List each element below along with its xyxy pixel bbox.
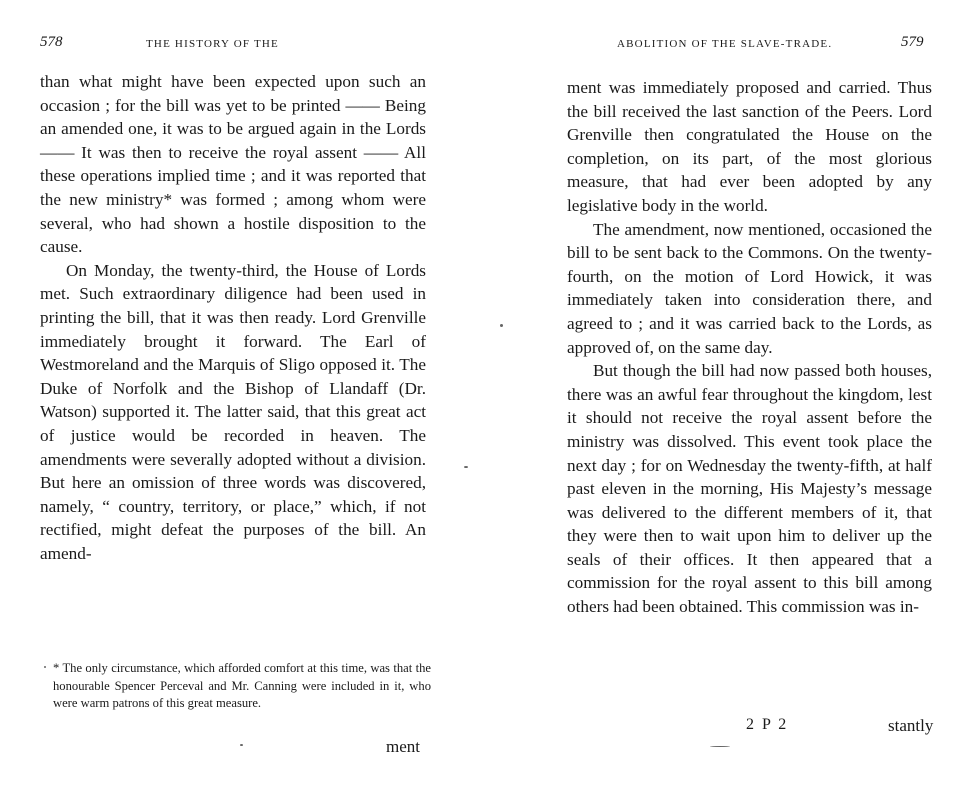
right-page-number: 579 bbox=[901, 34, 924, 50]
right-running-head: ABOLITION OF THE SLAVE-TRADE. bbox=[617, 38, 833, 50]
left-paragraph: than what might have been expected upon such an occasion ; for the bill was yet to be printed —— Being an amended one, it was to be argued again in the Lords —— It was then to receive the royal assent —— All these operations implied time ; and it was reported that the new ministry* was formed ; among whom were several, who had shown a hostile disposition to the cause. bbox=[40, 72, 426, 257]
ink-speck bbox=[240, 744, 243, 746]
left-page bbox=[0, 0, 470, 786]
right-catchword: stantly bbox=[888, 716, 934, 735]
left-page-number: 578 bbox=[40, 34, 63, 50]
left-footnote: * The only circumstance, which afforded comfort at this time, was that the honourable Spencer Perceval and Mr. Canning were included in it, who were warm patrons of this great measure. bbox=[53, 661, 431, 711]
left-body-text bbox=[40, 70, 426, 565]
right-paragraph: But though the bill had now passed both houses, there was an awful fear throughout the kingdom, lest it should not receive the royal assent before the ministry was dissolved. This event took place the next day ; for on Wednesday the twenty-fifth, at half past eleven in the morning, His Majesty’s message was delivered to the different members of it, that they were then to wait upon him to deliver up the seals of their offices. It then appeared that a commission for the royal assent to this bill among others had been obtained. This commission was in- bbox=[567, 361, 932, 617]
right-body-text bbox=[567, 76, 932, 619]
left-running-head: THE HISTORY OF THE bbox=[146, 38, 279, 50]
ink-speck bbox=[710, 746, 730, 747]
right-paragraph: The amendment, now mentioned, occasioned the bill to be sent back to the Commons. On the twenty-fourth, on the motion of Lord Howick, it was immediately taken into consideration there, and agreed to ; and it was carried back to the Lords, as approved of, on the same day. bbox=[567, 219, 932, 357]
ink-speck bbox=[44, 666, 46, 668]
left-paragraph: On Monday, the twenty-third, the House of Lords met. Such extraordinary diligence had been used in printing the bill, that it was then ready. Lord Grenville immediately brought it forward. The Earl of Westmoreland and the Marquis of Sligo opposed it. The Duke of Norfolk and the Bishop of Llandaff (Dr. Watson) supported it. The latter said, that this great act of justice would be recorded in heaven. The amendments were severally adopted without a division. But here an omission of three words was discovered, namely, “ country, territory, or place,” which, if not rectified, might defeat the purposes of the bill. An amend- bbox=[40, 260, 426, 563]
signature-mark: 2 P 2 bbox=[746, 716, 789, 733]
ink-speck bbox=[464, 466, 468, 468]
left-catchword: ment bbox=[386, 737, 420, 756]
ink-speck bbox=[500, 324, 503, 327]
right-page bbox=[470, 0, 980, 786]
right-paragraph: ment was immediately proposed and carried. Thus the bill received the last sanction of the Peers. Lord Grenville then congratulated the House on the completion, on its part, of the most glorious measure, that had ever been adopted by any legislative body in the world. bbox=[567, 78, 932, 215]
